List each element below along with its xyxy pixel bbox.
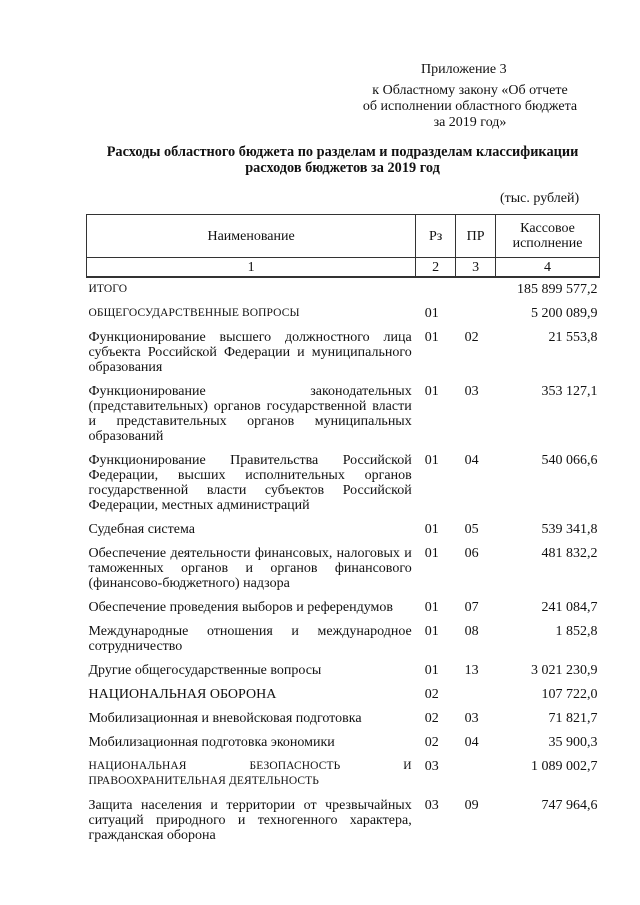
- row-amount: 185 899 577,2: [517, 282, 598, 297]
- row-rz-code: 01: [424, 624, 439, 639]
- row-name: ИТОГО: [88, 283, 128, 295]
- row-rz-code: 01: [424, 306, 439, 321]
- row-rz-code: 02: [424, 735, 439, 750]
- row-name: ОБЩЕГОСУДАРСТВЕННЫЕ ВОПРОСЫ: [88, 307, 300, 319]
- row-pr-code: 04: [464, 453, 479, 468]
- row-pr-code: 02: [464, 330, 479, 345]
- row-rz-code: 03: [424, 759, 439, 774]
- row-pr-code: 09: [464, 798, 479, 813]
- row-pr-code: [456, 684, 496, 708]
- row-amount: 107 722,0: [541, 687, 598, 702]
- row-amount: 5 200 089,9: [531, 306, 598, 321]
- row-rz-code: 01: [424, 522, 439, 537]
- row-amount: 540 066,6: [541, 453, 598, 468]
- row-amount: 353 127,1: [541, 384, 598, 399]
- table-row: [87, 597, 600, 621]
- row-rz-code: [416, 277, 456, 303]
- row-pr-code: 08: [464, 624, 479, 639]
- law-reference: [355, 83, 585, 131]
- row-rz-code: 01: [424, 384, 439, 399]
- table-row: [87, 519, 600, 543]
- row-amount: 241 084,7: [541, 600, 598, 615]
- row-amount: 3 021 230,9: [531, 663, 598, 678]
- column-number-4: 4: [496, 258, 600, 278]
- table-row: [87, 303, 600, 327]
- column-header-amount: Кассовое исполнение: [496, 215, 600, 258]
- law-reference-line-1: к Областному закону «Об отчете: [372, 83, 568, 98]
- row-amount: 71 821,7: [548, 711, 598, 726]
- row-name: НАЦИОНАЛЬНАЯ БЕЗОПАСНОСТЬ И ПРАВООХРАНИТЕЛЬНАЯ ДЕЯТЕЛЬНОСТЬ: [88, 760, 412, 787]
- row-name: Функционирование высшего должностного лица субъекта Российской Федерации и муниципального образования: [88, 330, 412, 375]
- row-amount: 539 341,8: [541, 522, 598, 537]
- table-row: [87, 732, 600, 756]
- units-note: (тыс. рублей): [500, 191, 580, 206]
- row-rz-code: 02: [424, 687, 439, 702]
- row-amount: 747 964,6: [541, 798, 598, 813]
- table-body: [87, 277, 600, 849]
- law-reference-line-2: об исполнении областного бюджета: [362, 99, 578, 114]
- row-name: Судебная система: [88, 522, 195, 537]
- row-pr-code: 05: [464, 522, 479, 537]
- row-rz-code: 01: [424, 330, 439, 345]
- row-pr-code: [456, 303, 496, 327]
- table-row: [87, 277, 600, 303]
- row-pr-code: 03: [464, 384, 479, 399]
- row-rz-code: 01: [424, 663, 439, 678]
- table-row: [87, 621, 600, 660]
- row-rz-code: 03: [424, 798, 439, 813]
- row-pr-code: 13: [464, 663, 479, 678]
- row-pr-code: 03: [464, 711, 479, 726]
- row-name: Международные отношения и международное сотрудничество: [88, 624, 412, 654]
- table-row: [87, 708, 600, 732]
- row-rz-code: 01: [424, 600, 439, 615]
- row-rz-code: 01: [424, 546, 439, 561]
- row-pr-code: 07: [464, 600, 479, 615]
- row-name: Другие общегосударственные вопросы: [88, 663, 322, 678]
- row-name: Мобилизационная подготовка экономики: [88, 735, 335, 750]
- row-amount: 1 852,8: [555, 624, 598, 639]
- row-amount: 35 900,3: [548, 735, 598, 750]
- row-pr-code: [456, 756, 496, 795]
- row-amount: 1 089 002,7: [531, 759, 598, 774]
- column-header-name: Наименование: [87, 215, 416, 258]
- row-rz-code: 01: [424, 453, 439, 468]
- row-amount: 21 553,8: [548, 330, 598, 345]
- row-name: Обеспечение деятельности финансовых, налоговых и таможенных органов и органов финансового (финансово-бюджетного) надзора: [88, 546, 412, 591]
- table-row: [87, 450, 600, 519]
- row-amount: 481 832,2: [541, 546, 598, 561]
- table-row: [87, 381, 600, 450]
- table-header: [87, 215, 600, 278]
- table-row: [87, 543, 600, 597]
- row-pr-code: 06: [464, 546, 479, 561]
- row-name: НАЦИОНАЛЬНАЯ ОБОРОНА: [88, 687, 277, 702]
- row-name: Мобилизационная и вневойсковая подготовка: [88, 711, 362, 726]
- column-header-pr: ПР: [456, 215, 496, 258]
- row-name: Защита населения и территории от чрезвычайных ситуаций природного и техногенного характера, гражданская оборона: [88, 798, 412, 843]
- row-pr-code: [456, 277, 496, 303]
- table-row: [87, 660, 600, 684]
- law-reference-line-3: за 2019 год»: [433, 115, 507, 130]
- table-row: [87, 684, 600, 708]
- document-title: Расходы областного бюджета по разделам и подразделам классификации расходов бюджетов за 2019 год: [106, 144, 579, 176]
- column-number-1: 1: [87, 258, 416, 278]
- appendix-label: Приложение 3: [421, 62, 507, 77]
- column-number-2: 2: [416, 258, 456, 278]
- row-name: Функционирование Правительства Российской Федерации, высших исполнительных органов государственной власти субъектов Российской Федерации, местных администраций: [88, 453, 412, 513]
- table-row: [87, 327, 600, 381]
- column-header-rz: Рз: [416, 215, 456, 258]
- table-row: [87, 756, 600, 795]
- row-name: Обеспечение проведения выборов и референдумов: [88, 600, 393, 615]
- expenditure-table: [86, 214, 600, 849]
- column-number-3: 3: [456, 258, 496, 278]
- row-name: Функционирование законодательных (представительных) органов государственной власти и представительных органов муниципальных образований: [88, 384, 412, 444]
- table-row: [87, 795, 600, 849]
- row-rz-code: 02: [424, 711, 439, 726]
- row-pr-code: 04: [464, 735, 479, 750]
